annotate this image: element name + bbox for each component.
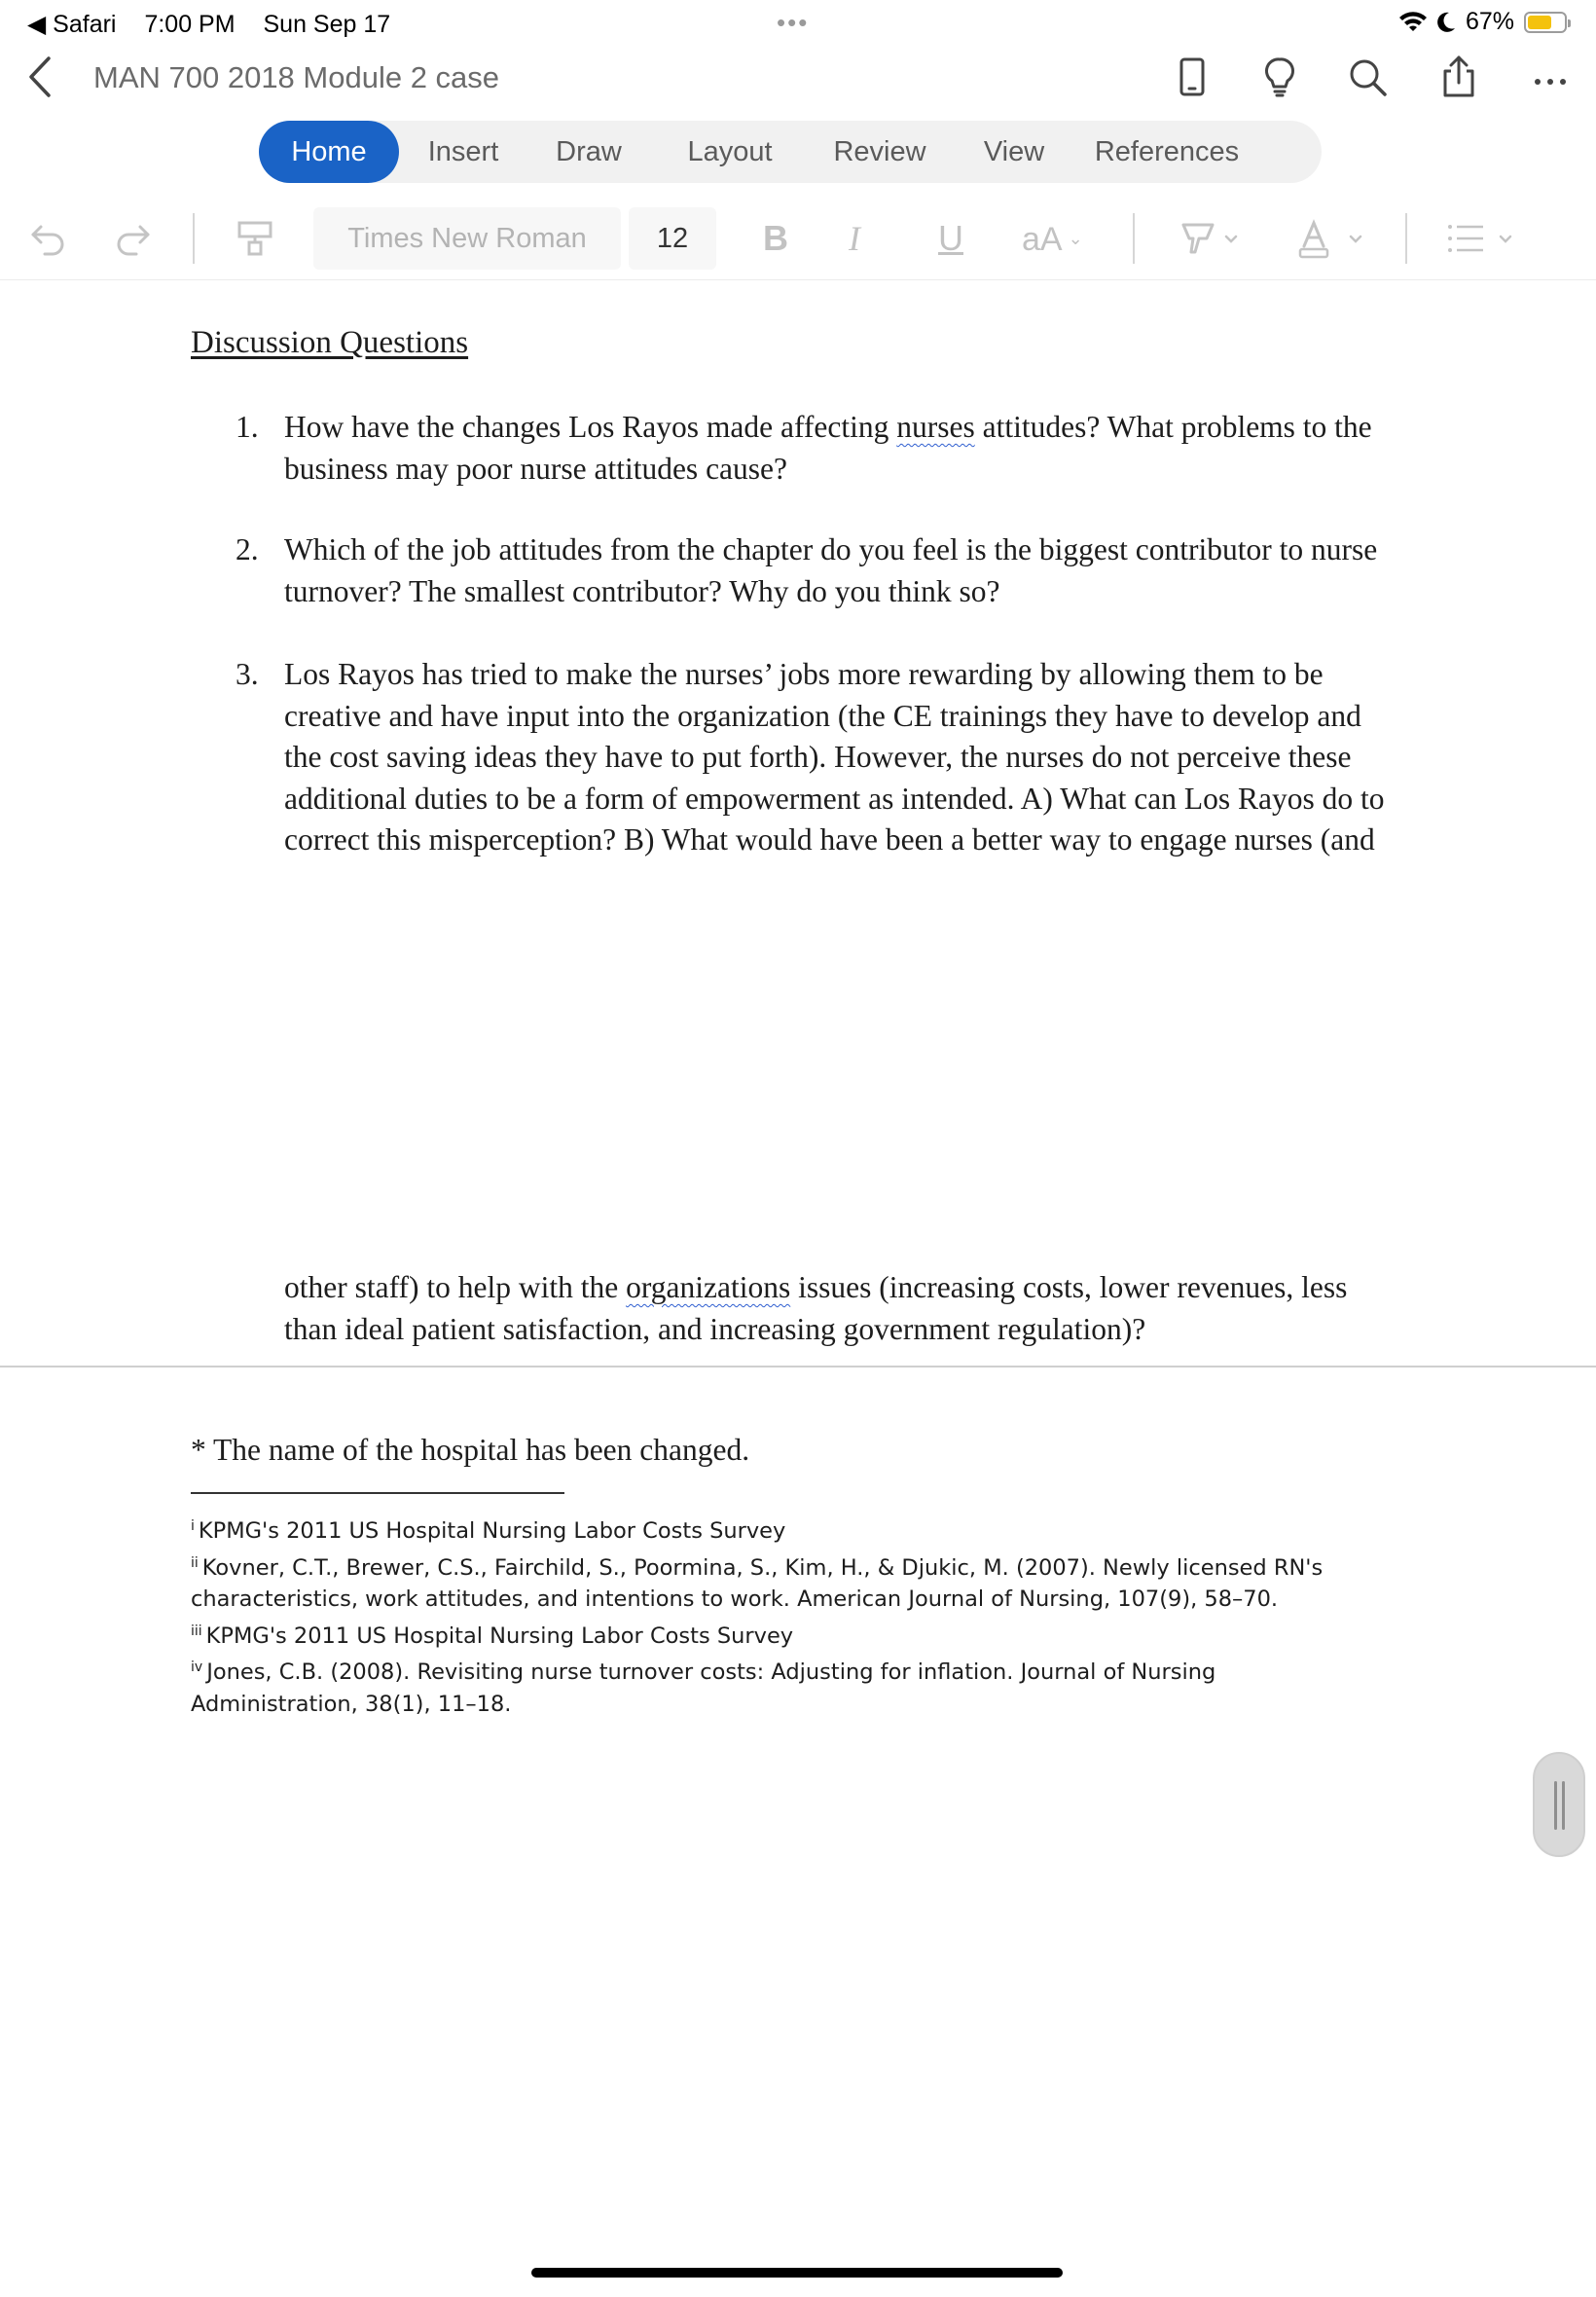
tab-references[interactable]: References (1094, 136, 1240, 167)
scroll-handle[interactable] (1533, 1752, 1585, 1857)
format-painter-icon[interactable] (234, 217, 276, 260)
redo-icon[interactable] (111, 217, 154, 260)
question-line: other staff) to help with the (284, 1270, 627, 1304)
question-line: issues (increasing costs, lower revenues, less (790, 1270, 1348, 1304)
status-date: Sun Sep 17 (263, 11, 391, 38)
status-bar (0, 0, 1596, 47)
question-line: How have the changes Los Rayos made affecting (284, 410, 897, 444)
hospital-note: * The name of the hospital has been changed. (191, 1433, 750, 1467)
footnote (191, 1616, 1378, 1653)
phone-device-icon[interactable] (1170, 55, 1215, 99)
grammar-flag[interactable]: nurses (896, 410, 975, 444)
font-name-select[interactable]: Times New Roman (313, 207, 621, 270)
tab-review[interactable]: Review (833, 136, 926, 167)
tab-home[interactable]: Home (259, 121, 399, 183)
toolbar-divider (1405, 213, 1407, 264)
multitasking-dots-icon[interactable]: ••• (777, 8, 810, 37)
battery-icon (1524, 12, 1567, 33)
grammar-flag[interactable]: organizations (626, 1270, 791, 1304)
status-time: 7:00 PM (144, 11, 236, 38)
question-number: 3. (236, 657, 259, 691)
underline-button[interactable]: U (938, 218, 963, 258)
battery-level (1528, 16, 1551, 29)
toolbar-divider (1133, 213, 1135, 264)
wifi-icon (1399, 12, 1427, 33)
text-size-label: aA (1022, 221, 1063, 258)
moon-icon (1436, 12, 1456, 33)
lightbulb-icon[interactable] (1257, 55, 1302, 99)
document-title: MAN 700 2018 Module 2 case (93, 60, 500, 94)
discussion-heading: Discussion Questions (191, 325, 469, 360)
battery-percent: 67% (1465, 8, 1514, 35)
question-line: attitudes? What problems to the (974, 410, 1372, 444)
formatting-toolbar (0, 200, 1596, 280)
question-line: correct this misperception? B) What would have been a better way to engage nurses (and (284, 822, 1375, 857)
tab-layout[interactable]: Layout (687, 136, 773, 167)
question-text (284, 1267, 1452, 1350)
tab-draw[interactable]: Draw (556, 136, 622, 167)
footnote (191, 1652, 1378, 1720)
footnote-separator (191, 1492, 564, 1494)
bullet-list-icon[interactable] (1444, 217, 1522, 260)
footnotes (191, 1511, 1378, 1720)
question-line: than ideal patient satisfaction, and increasing government regulation)? (284, 1311, 1146, 1346)
footnote-text: KPMG's 2011 US Hospital Nursing Labor Costs Survey (205, 1622, 794, 1649)
question-text (284, 529, 1452, 612)
footnote-mark: iv (191, 1659, 203, 1675)
question-number: 1. (236, 410, 259, 444)
undo-icon[interactable] (27, 217, 70, 260)
question-number: 2. (236, 532, 259, 566)
question-text (284, 407, 1452, 490)
question-line: additional duties to be a form of empowerment as intended. A) What can Los Rayos do to (284, 781, 1385, 816)
share-icon[interactable] (1436, 55, 1481, 99)
more-icon[interactable] (1528, 55, 1573, 99)
tab-view[interactable]: View (983, 136, 1045, 167)
footnote-mark: ii (191, 1554, 199, 1571)
question-text (284, 654, 1452, 861)
font-color-icon[interactable] (1294, 217, 1372, 260)
footnote-text: KPMG's 2011 US Hospital Nursing Labor Costs Survey (198, 1518, 786, 1544)
footnote (191, 1511, 1378, 1548)
search-icon[interactable] (1345, 55, 1390, 99)
home-indicator[interactable] (531, 2268, 1063, 2278)
footnote-mark: i (191, 1518, 195, 1534)
back-to-safari[interactable]: ◀ Safari (27, 11, 117, 38)
font-size-select[interactable]: 12 (629, 207, 716, 270)
title-bar (0, 49, 1596, 109)
tab-insert[interactable]: Insert (427, 136, 499, 167)
toolbar-divider (193, 213, 195, 264)
ribbon-tabs (259, 121, 1322, 183)
question-line: the cost saving ideas they have to put forth). However, the nurses do not perceive these (284, 740, 1352, 774)
question-line: Which of the job attitudes from the chapter do you feel is the biggest contributor to nurse (284, 532, 1378, 566)
question-line: turnover? The smallest contributor? Why do you think so? (284, 573, 1000, 608)
footnote-text: Kovner, C.T., Brewer, C.S., Fairchild, S., Poormina, S., Kim, H., & Djukic, M. (2007). Newly licensed RN's characteristics, work attitudes, and intentions to work. American Journal of Nursing, 107(9), 58–70. (191, 1554, 1324, 1612)
footnote (191, 1548, 1378, 1616)
text-size-button[interactable] (1022, 211, 1083, 267)
highlighter-icon[interactable] (1178, 217, 1246, 260)
question-line: creative and have input into the organization (the CE trainings they have to develop and (284, 698, 1361, 733)
question-line: Los Rayos has tried to make the nurses’ jobs more rewarding by allowing them to be (284, 657, 1324, 691)
question-line: business may poor nurse attitudes cause? (284, 451, 787, 486)
back-chevron-icon[interactable] (21, 53, 60, 101)
italic-button[interactable]: I (849, 219, 860, 258)
page-break (0, 1366, 1596, 1367)
footnote-mark: iii (191, 1622, 202, 1639)
chevron-down-icon: ⌄ (1068, 229, 1083, 248)
bold-button[interactable]: B (763, 218, 788, 258)
footnote-text: Jones, C.B. (2008). Revisiting nurse turnover costs: Adjusting for inflation. Journal of Nursing Administration, 38(1), 11–18. (191, 1659, 1216, 1717)
